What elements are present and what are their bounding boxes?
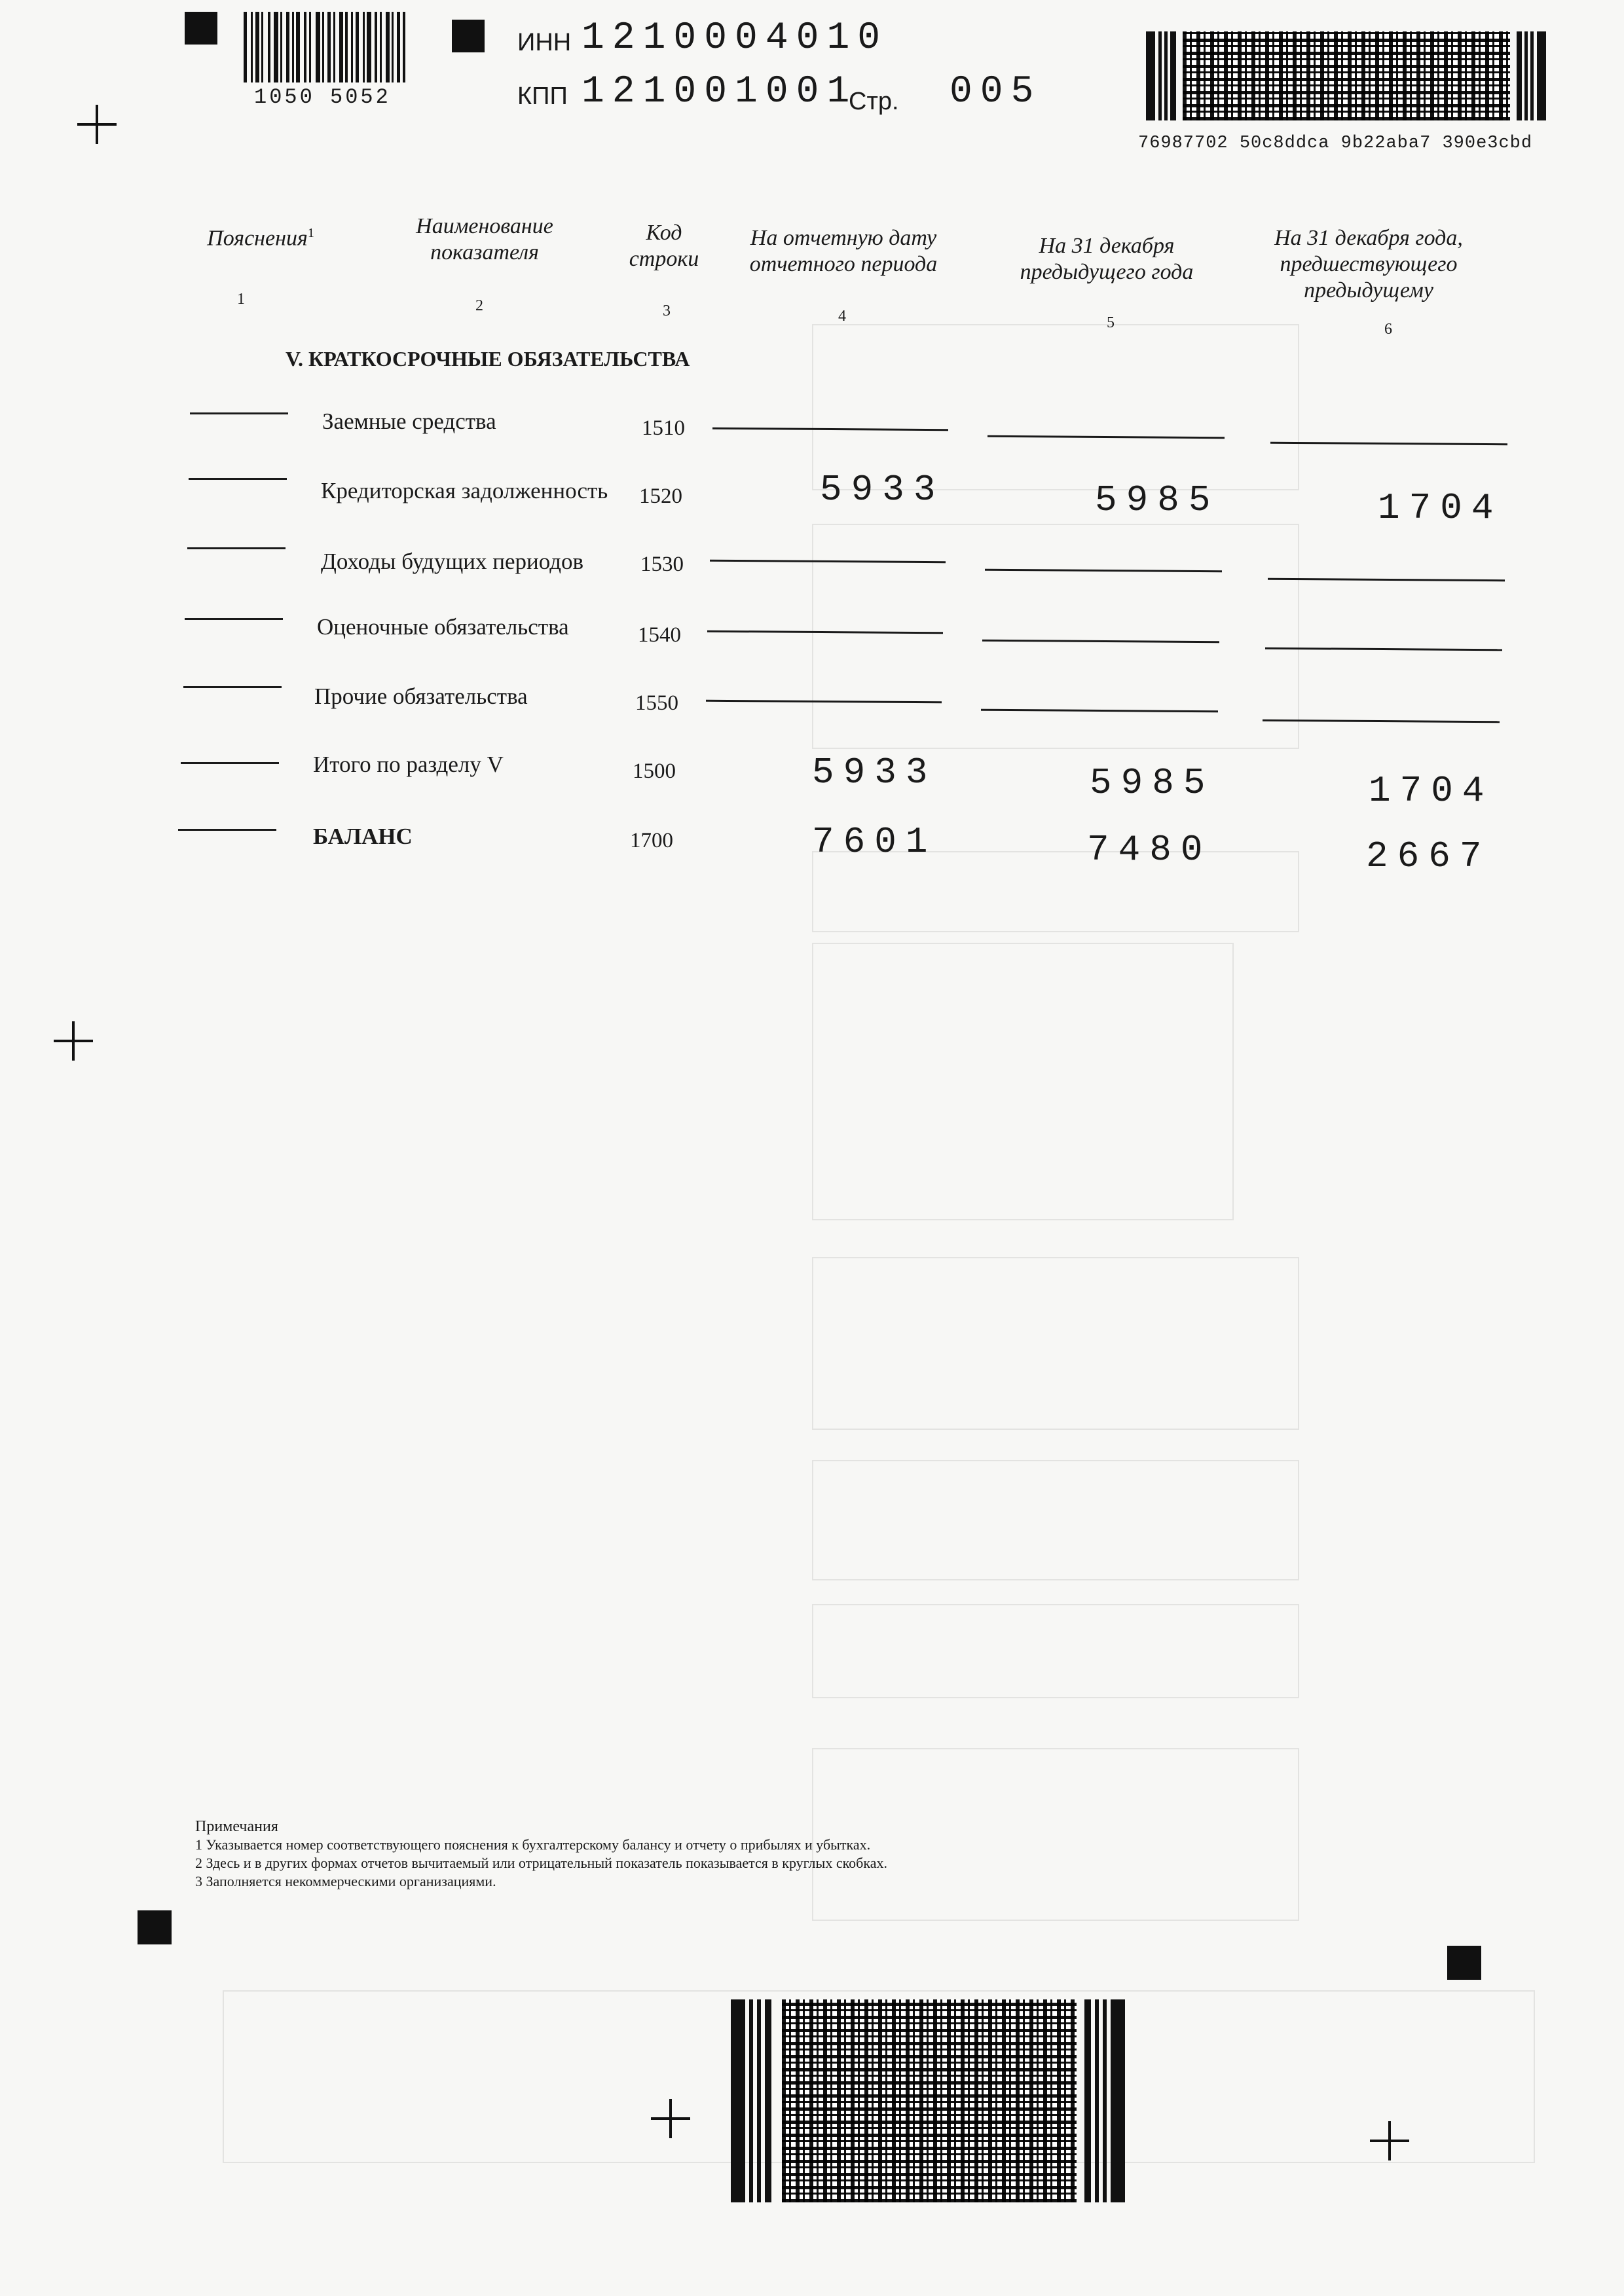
- row-value-prev-year: 7480: [1087, 829, 1212, 871]
- row-value-current: 7601: [812, 821, 937, 863]
- barcode-number: 1050 5052: [254, 85, 391, 109]
- inn-label: ИНН: [517, 29, 572, 56]
- footnote: 2 Здесь и в других формах отчетов вычитаемый или отрицательный показатель показывается в круглых скобках.: [195, 1855, 887, 1871]
- crosshair-mark: [1370, 2121, 1409, 2160]
- footnote: 1 Указывается номер соответствующего пояснения к бухгалтерскому балансу и отчету о прибылях и убытках.: [195, 1836, 871, 1853]
- row-name: Заемные средства: [322, 409, 496, 434]
- notes-dash: [181, 762, 279, 764]
- column-header-current: На отчетную дату отчетного периода: [749, 226, 938, 276]
- crosshair-mark: [77, 105, 117, 144]
- crosshair-mark: [54, 1021, 93, 1061]
- row-value-prev-year: 5985: [1095, 479, 1220, 521]
- row-code: 1530: [640, 553, 684, 576]
- row-name: Кредиторская задолженность: [321, 478, 608, 503]
- ghost-box: [812, 1257, 1299, 1430]
- column-number: 3: [663, 302, 671, 319]
- marker-square: [138, 1910, 172, 1944]
- row-value-current: 5933: [820, 469, 945, 511]
- column-number: 6: [1384, 321, 1392, 338]
- row-value-prev-prev-year: 1704: [1378, 487, 1503, 529]
- column-number: 2: [475, 297, 483, 314]
- row-code: 1700: [630, 829, 673, 852]
- notes-dash: [187, 547, 286, 549]
- row-code: 1550: [635, 691, 678, 715]
- kpp-value: 121001001: [581, 71, 858, 113]
- ghost-box: [812, 1460, 1299, 1580]
- bottom-pdf417-code: [731, 1999, 1137, 2202]
- row-code: 1540: [638, 623, 681, 647]
- row-name: Доходы будущих периодов: [321, 549, 584, 574]
- notes-dash: [190, 412, 288, 414]
- row-value-current: 5933: [812, 752, 937, 793]
- notes-dash: [183, 686, 282, 688]
- marker-square: [185, 12, 217, 45]
- column-number: 1: [237, 291, 245, 308]
- page-value: 005: [950, 71, 1042, 113]
- row-name: Прочие обязательства: [314, 683, 528, 709]
- empty-value-dash: [1270, 442, 1507, 446]
- column-number: 5: [1107, 314, 1115, 331]
- ghost-box: [812, 324, 1299, 490]
- column-header-indicator: Наименование показателя: [416, 214, 553, 264]
- column-number: 4: [838, 308, 846, 325]
- section-title: V. КРАТКОСРОЧНЫЕ ОБЯЗАТЕЛЬСТВА: [286, 347, 690, 371]
- footnotes: [195, 1817, 887, 1891]
- page-label: Стр.: [849, 88, 899, 115]
- inn-value: 1210004010: [581, 17, 889, 60]
- ghost-box: [812, 943, 1234, 1220]
- empty-value-dash: [1268, 578, 1505, 582]
- row-name-balance: БАЛАНС: [313, 824, 413, 849]
- marker-square: [1447, 1946, 1481, 1980]
- notes-dash: [178, 829, 276, 831]
- notes-dash: [185, 618, 283, 620]
- row-value-prev-year: 5985: [1090, 762, 1215, 804]
- column-header-notes: Пояснения$^1$: [207, 226, 314, 251]
- linear-barcode: [244, 12, 405, 82]
- column-header-prev-year: На 31 декабря предыдущего года: [1020, 234, 1194, 284]
- row-value-prev-prev-year: 2667: [1366, 835, 1491, 877]
- marker-square: [452, 20, 485, 52]
- row-name: Итого по разделу V: [313, 752, 504, 777]
- document-code-id: 76987702 50c8ddca 9b22aba7 390e3cbd: [1138, 134, 1533, 153]
- kpp-label: КПП: [517, 82, 568, 110]
- row-code: 1520: [639, 484, 682, 508]
- empty-value-dash: [1265, 647, 1502, 651]
- ghost-box: [812, 524, 1299, 749]
- footnotes-title: Примечания: [195, 1818, 278, 1835]
- pdf417-code: [1146, 31, 1549, 120]
- crosshair-mark: [651, 2099, 690, 2138]
- row-value-prev-prev-year: 1704: [1369, 770, 1494, 812]
- column-header-code: Код строки: [629, 221, 699, 271]
- ghost-box: [812, 851, 1299, 932]
- row-name: Оценочные обязательства: [317, 614, 569, 640]
- ghost-box: [812, 1604, 1299, 1698]
- notes-dash: [189, 478, 287, 480]
- row-code: 1500: [633, 759, 676, 783]
- column-header-prev-prev-year: На 31 декабря года, предшествующего предыдущему: [1274, 226, 1463, 302]
- row-code: 1510: [642, 416, 685, 440]
- footnote: 3 Заполняется некоммерческими организациями.: [195, 1873, 496, 1889]
